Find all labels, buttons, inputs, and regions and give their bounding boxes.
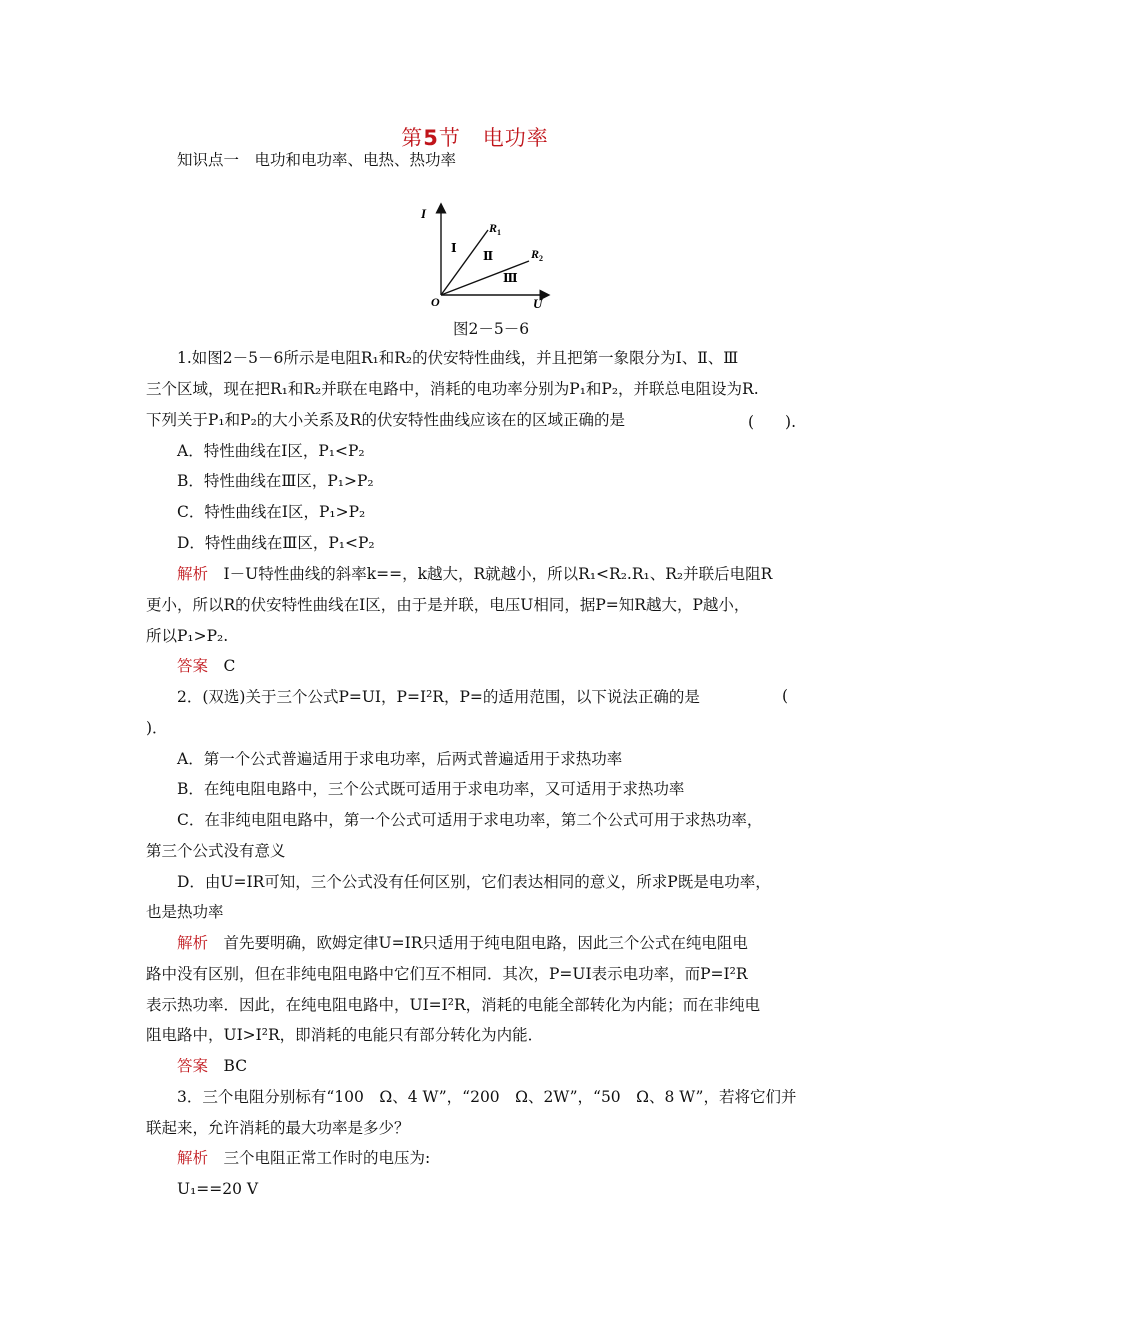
q3-analysis-text1: 三个电阻正常工作时的电压为: (223, 1149, 431, 1167)
q3-analysis-line1 (177, 1148, 847, 1168)
title-number: 5 (423, 126, 439, 150)
q1-answer-line (177, 656, 847, 676)
q2-analysis-line3: 表示热功率．因此，在纯电阻电路中，UI=I²R，消耗的电能全部转化为内能；而在非纯电 (146, 996, 761, 1014)
q2-stem-line2: )． (146, 719, 168, 737)
r1-label-main: R (489, 221, 498, 235)
knowledge-point-heading: 知识点一 电功和电功率、电热、热功率 (177, 151, 457, 169)
r2-label (530, 247, 543, 263)
q2-option-d-line2: 也是热功率 (146, 903, 224, 921)
section-title (0, 122, 950, 152)
q1-stem-line1: 1.如图2－5－6所示是电阻R₁和R₂的伏安特性曲线，并且把第一象限分为Ⅰ、Ⅱ、Ⅲ (177, 349, 739, 367)
r2-label-sub: 2 (539, 254, 544, 263)
r1-label-sub: 1 (497, 228, 502, 237)
region-2-label: Ⅱ (483, 249, 494, 263)
region-1-label: Ⅰ (451, 241, 457, 255)
q2-option-c-line2: 第三个公式没有意义 (146, 842, 286, 860)
q2-analysis-line1 (177, 933, 847, 953)
q1-option-c: C．特性曲线在Ⅰ区，P₁>P₂ (177, 503, 366, 521)
r1-label (488, 221, 501, 237)
q1-answer-label: 答案 (177, 657, 209, 675)
q3-formula: U₁==20 V (177, 1180, 259, 1198)
q3-stem-line2: 联起来，允许消耗的最大功率是多少？ (146, 1119, 410, 1137)
q1-option-d: D．特性曲线在Ⅲ区，P₁<P₂ (177, 534, 375, 552)
q2-answer-label: 答案 (177, 1057, 209, 1075)
q2-analysis-line2: 路中没有区别，但在非纯电阻电路中它们互不相同．其次，P=UI表示电功率，而P=I²R (146, 965, 748, 983)
q3-stem-line1: 3．三个电阻分别标有“100 Ω、4 W”，“200 Ω、2W”，“50 Ω、8 W”，若将它们并 (177, 1088, 797, 1106)
q1-option-b: B．特性曲线在Ⅲ区，P₁>P₂ (177, 472, 374, 490)
q2-answer-value: BC (223, 1057, 248, 1075)
region-3-label: Ⅲ (503, 271, 518, 285)
r2-label-main: R (531, 247, 540, 261)
axis-x-label: U (533, 296, 543, 311)
q1-analysis-label: 解析 (177, 565, 209, 583)
q1-stem-line2: 三个区域，现在把R₁和R₂并联在电路中，消耗的电功率分别为P₁和P₂，并联总电阻设为R. (146, 380, 759, 398)
q2-analysis-line4: 阻电路中，UI>I²R，即消耗的电能只有部分转化为内能． (146, 1026, 544, 1044)
iv-characteristic-figure (421, 200, 555, 312)
q2-analysis-label: 解析 (177, 934, 209, 952)
q2-analysis-text1: 首先要明确，欧姆定律U=IR只适用于纯电阻电路，因此三个公式在纯电阻电 (223, 934, 748, 952)
q2-option-c-line1: C．在非纯电阻电路中，第一个公式可适用于求电功率，第二个公式可用于求热功率， (177, 811, 763, 829)
q2-answer-line (177, 1056, 847, 1076)
q2-paren-open: ( (782, 687, 789, 705)
q1-answer-value: C (223, 657, 236, 675)
figure-caption: 图2－5－6 (453, 320, 530, 338)
title-prefix: 第 (401, 126, 424, 150)
q2-option-b: B．在纯电阻电路中，三个公式既可适用于求电功率，又可适用于求热功率 (177, 780, 685, 798)
q1-analysis-line3: 所以P₁>P₂. (146, 627, 229, 645)
q2-option-a: A．第一个公式普遍适用于求电功率，后两式普遍适用于求热功率 (177, 750, 623, 768)
q1-answer-paren: ( ). (748, 413, 797, 431)
q2-option-d-line1: D．由U=IR可知，三个公式没有任何区别，它们表达相同的意义，所求P既是电功率， (177, 873, 771, 891)
q3-analysis-label: 解析 (177, 1149, 209, 1167)
q1-stem-line3: 下列关于P₁和P₂的大小关系及R的伏安特性曲线应该在的区域正确的是 (146, 411, 625, 429)
q1-option-a: A．特性曲线在Ⅰ区，P₁<P₂ (177, 442, 365, 460)
origin-label: O (431, 295, 440, 309)
q1-analysis-text1: I－U特性曲线的斜率k==，k越大，R就越小，所以R₁<R₂.R₁、R₂并联后电阻R (223, 565, 773, 583)
axis-y-label: I (421, 206, 427, 221)
q1-analysis-line2: 更小，所以R的伏安特性曲线在Ⅰ区，由于是并联，电压U相同，据P=知R越大，P越小， (146, 596, 750, 614)
q2-stem-line1: 2．(双选)关于三个公式P=UI，P=I²R，P=的适用范围，以下说法正确的是 (177, 688, 700, 706)
q1-analysis-line1 (177, 564, 847, 584)
title-suffix: 节 电功率 (438, 126, 549, 150)
